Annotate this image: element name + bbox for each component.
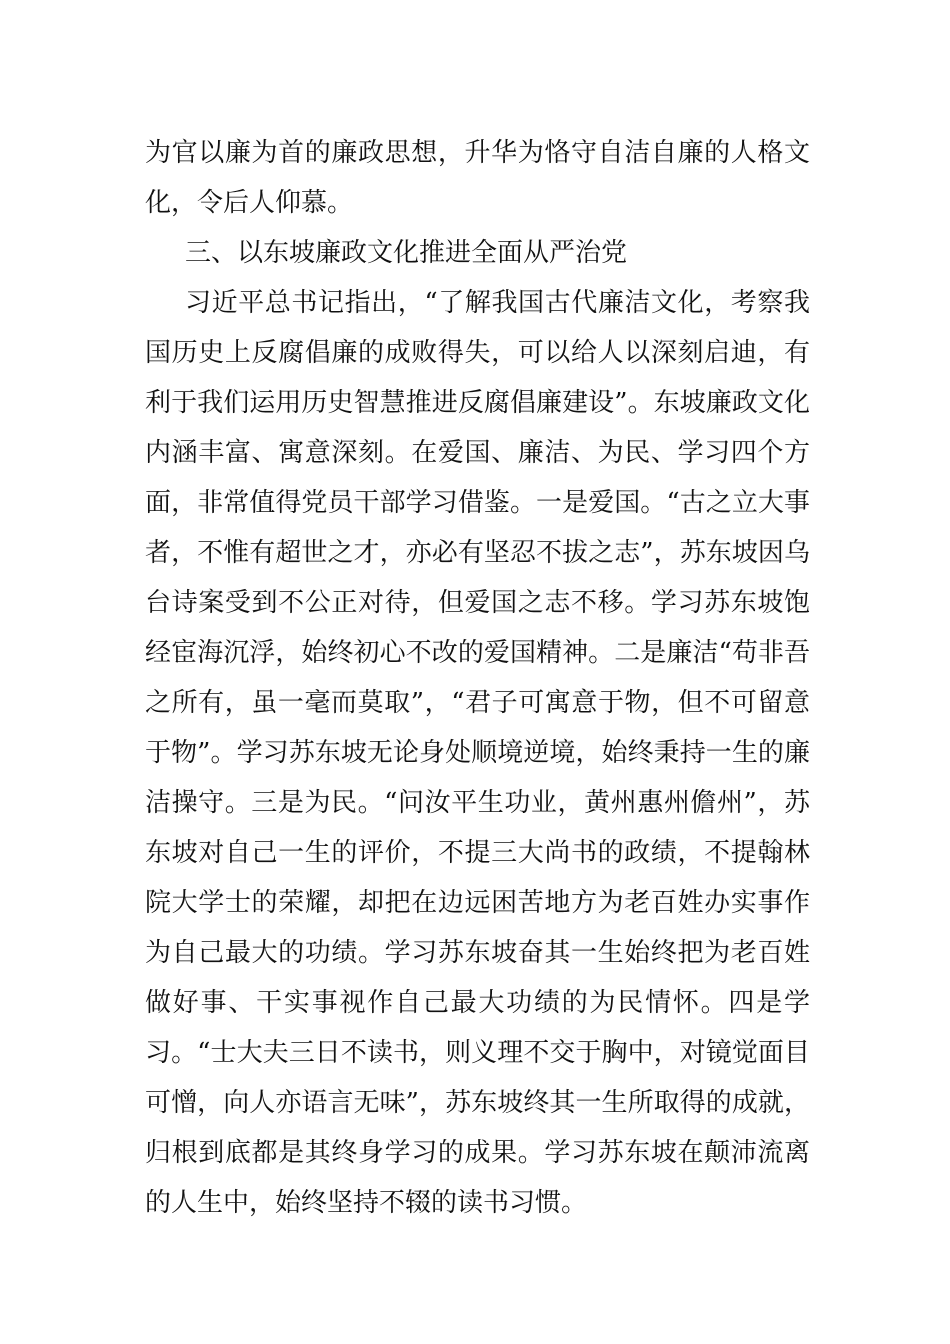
paragraph-body: 习近平总书记指出，“了解我国古代廉洁文化，考察我国历史上反腐倡廉的成败得失，可以给人以深刻启迪，有利于我们运用历史智慧推进反腐倡廉建设”。东坡廉政文化内涵丰富、寓意深刻。在爱国、廉洁、为民、学习四个方面，非常值得党员干部学习借鉴。一是爱国。“古之立大事者，不惟有超世之才，亦必有坚忍不拔之志”，苏东坡因乌台诗案受到不公正对待，但爱国之志不移。学习苏东坡饱经宦海沉浮，始终初心不改的爱国精神。二是廉洁“苟非吾之所有，虽一毫而莫取”，“君子可寓意于物，但不可留意于物”。学习苏东坡无论身处顺境逆境，始终秉持一生的廉洁操守。三是为民。“问汝平生功业，黄州惠州儋州”，苏东坡对自己一生的评价，不提三大尚书的政绩，不提翰林院大学士的荣耀，却把在边远困苦地方为老百姓办实事作为自己最大的功绩。学习苏东坡奋其一生始终把为老百姓做好事、干实事视作自己最大功绩的为民情怀。四是学习。“士大夫三日不读书，则义理不交于胸中，对镜觉面目可憎，向人亦语言无味”，苏东坡终其一生所取得的成就，归根到底都是其终身学习的成果。学习苏东坡在颠沛流离的人生中，始终坚持不辍的读书习惯。: [145, 288, 810, 1218]
document-body: [145, 128, 810, 1228]
paragraph-continuation: 为官以廉为首的廉政思想，升华为恪守自洁自廉的人格文化，令后人仰慕。: [145, 138, 810, 218]
section-heading: 三、以东坡廉政文化推进全面从严治党: [185, 238, 628, 268]
